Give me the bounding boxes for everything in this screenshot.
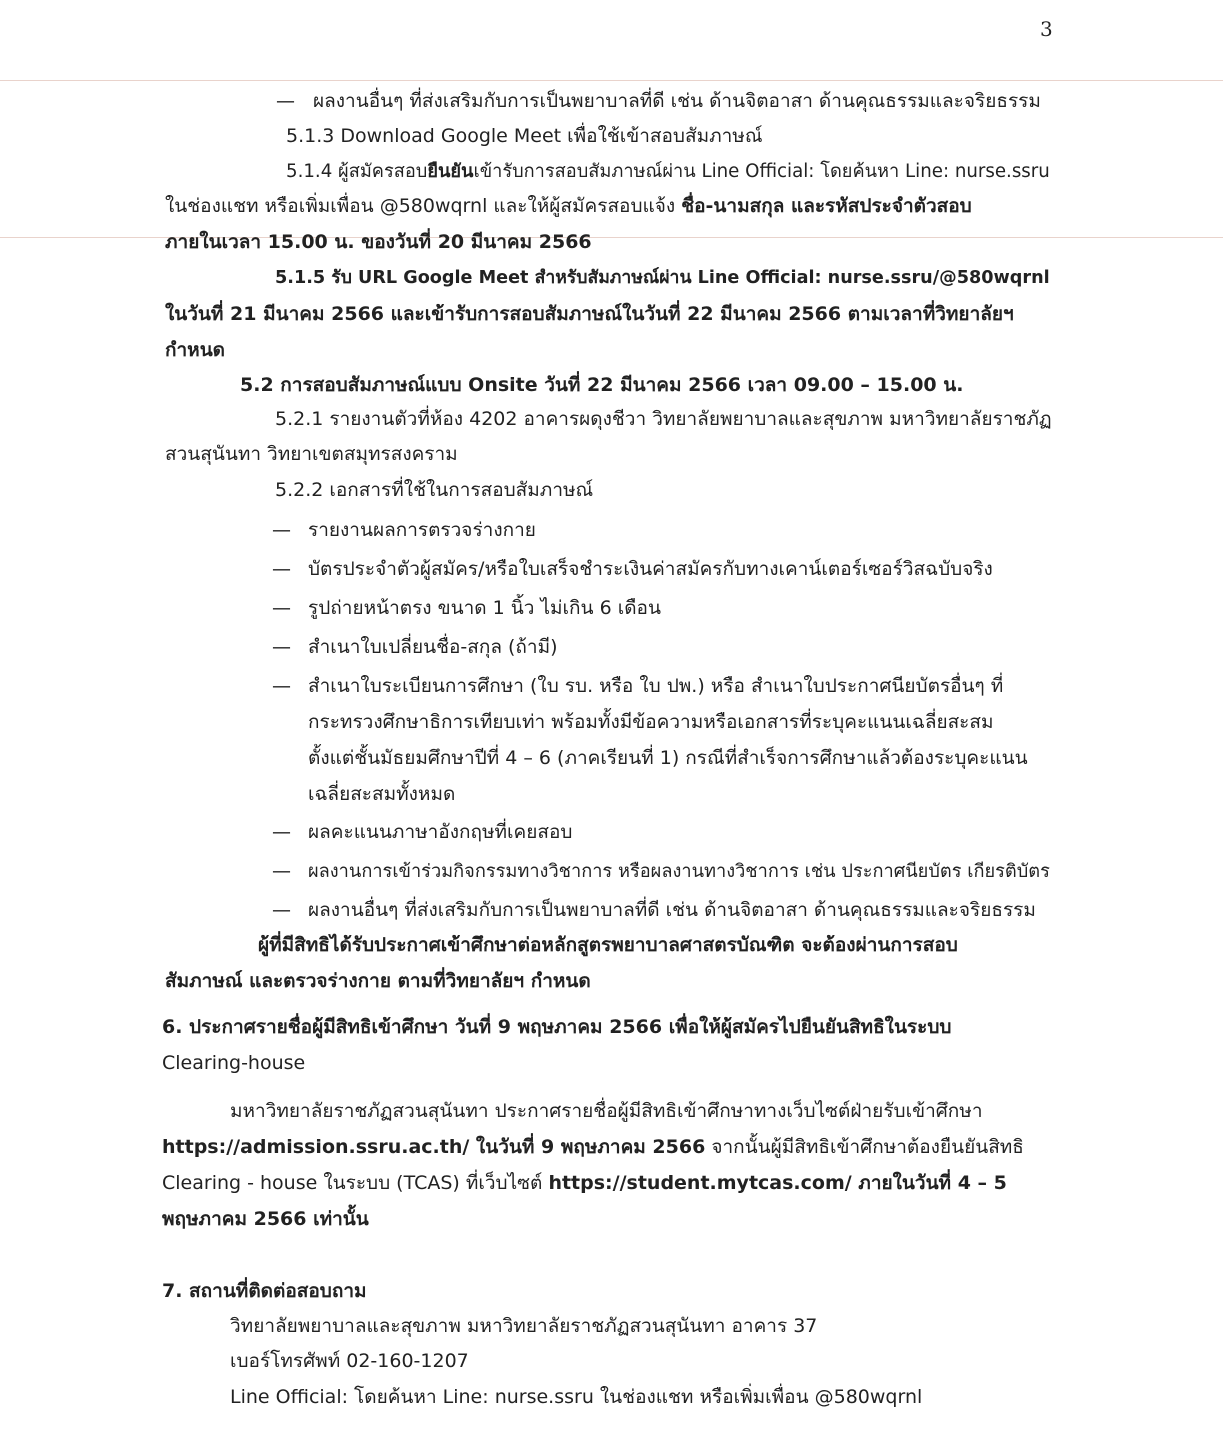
section-7-heading: 7. สถานที่ติดต่อสอบถาม bbox=[162, 1280, 367, 1302]
bullet-dash: — bbox=[272, 558, 291, 580]
section-5-2-1-line1: 5.2.1 รายงานตัวที่ห้อง 4202 อาคารผดุงชีวา วิทยาลัยพยาบาลและสุขภาพ มหาวิทยาลัยราชภัฏ bbox=[275, 408, 1052, 430]
bullet-dash: — bbox=[276, 90, 295, 112]
document-item: ผลคะแนนภาษาอังกฤษที่เคยสอบ bbox=[308, 821, 573, 843]
section-5-2-1-line2: สวนสุนันทา วิทยาเขตสมุทรสงคราม bbox=[165, 443, 458, 465]
document-item: ผลงานการเข้าร่วมกิจกรรมทางวิชาการ หรือผลงานทางวิชาการ เช่น ประกาศนียบัตร เกียรติบัตร bbox=[308, 861, 1050, 882]
page-number: 3 bbox=[1040, 17, 1053, 41]
eligibility-notice-line1: ผู้ที่มีสิทธิได้รับประกาศเข้าศึกษาต่อหลักสูตรพยาบาลศาสตรบัณฑิต จะต้องผ่านการสอบ bbox=[258, 934, 958, 956]
contact-address: วิทยาลัยพยาบาลและสุขภาพ มหาวิทยาลัยราชภัฏสวนสุนันทา อาคาร 37 bbox=[230, 1315, 818, 1337]
section-5-1-4-line3: ภายในเวลา 15.00 น. ของวันที่ 20 มีนาคม 2566 bbox=[165, 231, 592, 253]
section-5-1-5-line2: ในวันที่ 21 มีนาคม 2566 และเข้ารับการสอบสัมภาษณ์ในวันที่ 22 มีนาคม 2566 ตามเวลาที่วิทยาลัยฯ bbox=[165, 303, 1014, 325]
document-item-line2: กระทรวงศึกษาธิการเทียบเท่า พร้อมทั้งมีข้อความหรือเอกสารที่ระบุคะแนนเฉลี่ยสะสม bbox=[308, 711, 994, 733]
document-item: รูปถ่ายหน้าตรง ขนาด 1 นิ้ว ไม่เกิน 6 เดือน bbox=[308, 597, 661, 619]
section-5-1-5-line1: 5.1.5 รับ URL Google Meet สำหรับสัมภาษณ์ผ่าน Line Official: nurse.ssru/@580wqrnl bbox=[275, 268, 1050, 288]
document-item: ผลงานอื่นๆ ที่ส่งเสริมกับการเป็นพยาบาลที่ดี เช่น ด้านจิตอาสา ด้านคุณธรรมและจริยธรรม bbox=[308, 899, 1036, 921]
bullet-dash: — bbox=[272, 675, 291, 697]
bullet-dash: — bbox=[272, 899, 291, 921]
section-5-1-5-line3: กำหนด bbox=[165, 339, 226, 361]
bullet-dash: — bbox=[272, 519, 291, 541]
bullet-dash: — bbox=[272, 821, 291, 843]
document-item: บัตรประจำตัวผู้สมัคร/หรือใบเสร็จชำระเงินค่าสมัครกับทางเคาน์เตอร์เซอร์วิสฉบับจริง bbox=[308, 558, 993, 580]
section-6-body-line2: https://admission.ssru.ac.th/ ในวันที่ 9 พฤษภาคม 2566 จากนั้นผู้มีสิทธิเข้าศึกษาต้องยืนยันสิทธิ bbox=[162, 1136, 1024, 1158]
section-6-body-line1: มหาวิทยาลัยราชภัฏสวนสุนันทา ประกาศรายชื่อผู้มีสิทธิเข้าศึกษาทางเว็บไซต์ฝ่ายรับเข้าศึกษา bbox=[230, 1100, 983, 1122]
document-item-line4: เฉลี่ยสะสมทั้งหมด bbox=[308, 783, 456, 805]
document-item-line1: สำเนาใบระเบียนการศึกษา (ใบ รบ. หรือ ใบ ปพ.) หรือ สำเนาใบประกาศนียบัตรอื่นๆ ที่ bbox=[308, 675, 1004, 697]
section-6-body-line3: Clearing - house ในระบบ (TCAS) ที่เว็บไซต์ https://student.mytcas.com/ ภายในวันที่ 4 – 5 bbox=[162, 1172, 1007, 1194]
contact-line-official: Line Official: โดยค้นหา Line: nurse.ssru ในช่องแชท หรือเพิ่มเพื่อน @580wqrnl bbox=[230, 1386, 923, 1408]
section-6-heading-line1: 6. ประกาศรายชื่อผู้มีสิทธิเข้าศึกษา วันที่ 9 พฤษภาคม 2566 เพื่อให้ผู้สมัครไปยืนยันสิทธิในระบบ bbox=[162, 1016, 952, 1038]
section-5-2-2-heading: 5.2.2 เอกสารที่ใช้ในการสอบสัมภาษณ์ bbox=[275, 479, 594, 501]
section-6-heading-line2: Clearing-house bbox=[162, 1052, 306, 1074]
document-item: รายงานผลการตรวจร่างกาย bbox=[308, 519, 536, 541]
bullet-dash: — bbox=[272, 597, 291, 619]
section-5-1-3: 5.1.3 Download Google Meet เพื่อใช้เข้าสอบสัมภาษณ์ bbox=[286, 125, 763, 147]
section-5-2-heading: 5.2 การสอบสัมภาษณ์แบบ Onsite วันที่ 22 มีนาคม 2566 เวลา 09.00 – 15.00 น. bbox=[240, 374, 964, 396]
bullet-item: ผลงานอื่นๆ ที่ส่งเสริมกับการเป็นพยาบาลที่ดี เช่น ด้านจิตอาสา ด้านคุณธรรมและจริยธรรม bbox=[313, 90, 1041, 112]
section-5-1-4-line2: ในช่องแชท หรือเพิ่มเพื่อน @580wqrnl และให้ผู้สมัครสอบแจ้ง ชื่อ-นามสกุล และรหัสประจำตัวสอบ bbox=[165, 195, 972, 217]
section-6-body-line4: พฤษภาคม 2566 เท่านั้น bbox=[162, 1208, 369, 1230]
bullet-dash: — bbox=[272, 860, 291, 882]
document-item: สำเนาใบเปลี่ยนชื่อ-สกุล (ถ้ามี) bbox=[308, 636, 558, 658]
scan-artifact-line bbox=[0, 80, 1223, 81]
bullet-dash: — bbox=[272, 636, 291, 658]
document-item-line3: ตั้งแต่ชั้นมัธยมศึกษาปีที่ 4 – 6 (ภาคเรียนที่ 1) กรณีที่สำเร็จการศึกษาแล้วต้องระบุคะแนน bbox=[308, 747, 1028, 769]
eligibility-notice-line2: สัมภาษณ์ และตรวจร่างกาย ตามที่วิทยาลัยฯ กำหนด bbox=[165, 970, 591, 992]
contact-phone: เบอร์โทรศัพท์ 02-160-1207 bbox=[230, 1350, 469, 1372]
section-5-1-4-line1: 5.1.4 ผู้สมัครสอบยืนยันเข้ารับการสอบสัมภาษณ์ผ่าน Line Official: โดยค้นหา Line: nurse.ssru bbox=[286, 161, 1050, 182]
